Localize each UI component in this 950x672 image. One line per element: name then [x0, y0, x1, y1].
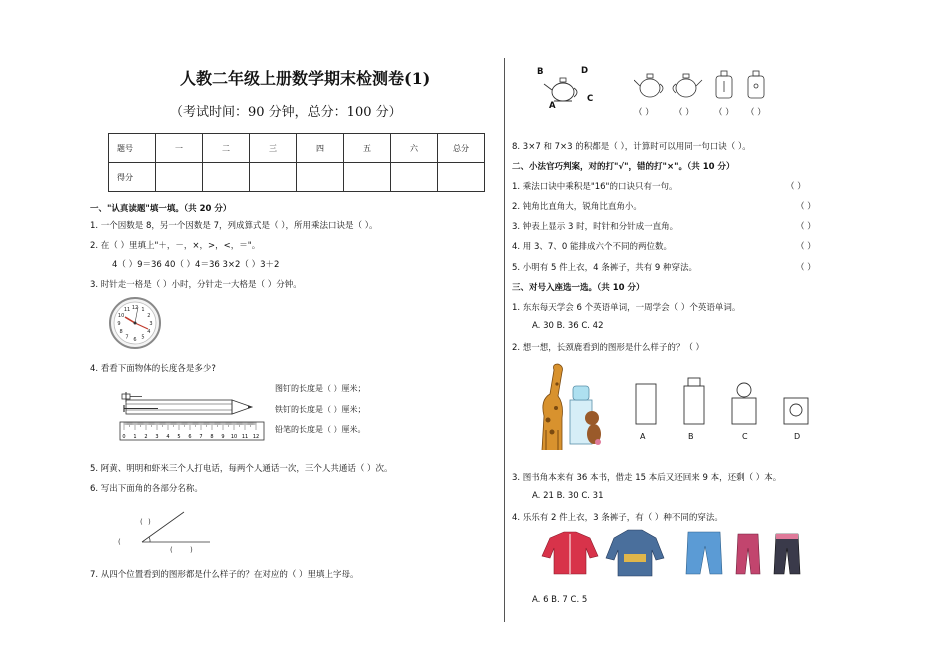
choice-question-1: 1. 东东每天学会 6 个英语单词，一周学会（ ）个英语单词。 — [512, 303, 741, 313]
blue-pants-illustration — [686, 532, 722, 574]
ruler-tick-label: 11 — [241, 434, 249, 440]
score-header-cell: 三 — [250, 134, 297, 163]
score-header-cell: 一 — [156, 134, 203, 163]
score-cell[interactable] — [391, 163, 438, 192]
score-cell[interactable] — [156, 163, 203, 192]
score-header-cell: 总分 — [438, 134, 485, 163]
clock-number: 9 — [117, 320, 121, 327]
question-7: 7. 从四个位置看到的图形都是什么样子的？在对应的（ ）里填上字母。 — [90, 570, 359, 580]
pencil-length-label: 铅笔的长度是（ ）厘米。 — [275, 425, 366, 434]
ruler-tick-label: 10 — [230, 434, 238, 440]
clock-number: 10 — [117, 312, 125, 319]
view-shapes-figure — [628, 374, 818, 426]
blue-jacket-illustration — [606, 530, 664, 576]
giraffe-scene-image — [528, 360, 610, 452]
teapot-answer-1[interactable]: （ ） — [634, 108, 654, 118]
choice-question-4: 4. 乐乐有 2 件上衣，3 条裤子，有（ ）种不同的穿法。 — [512, 513, 723, 523]
clock-number: 2 — [147, 312, 151, 319]
score-header-cell: 六 — [391, 134, 438, 163]
question-4: 4. 看看下面物体的长度各是多少? — [90, 364, 216, 374]
score-header-cell: 五 — [344, 134, 391, 163]
clock-number: 6 — [133, 336, 137, 343]
ruler-tick-label: 2 — [144, 434, 148, 440]
shape-label-a: A — [640, 432, 646, 441]
score-header-cell: 四 — [297, 134, 344, 163]
score-cell[interactable] — [250, 163, 297, 192]
clock-number: 7 — [125, 334, 129, 341]
judge-answer[interactable]: （ ） — [786, 182, 806, 192]
choice-options-3: A. 21 B. 30 C. 31 — [532, 491, 604, 501]
svg-text:): ) — [148, 518, 151, 526]
judge-answer[interactable]: （ ） — [796, 242, 816, 252]
shape-c — [732, 398, 756, 424]
shape-a — [636, 384, 656, 424]
teapot-answer-2[interactable]: （ ） — [674, 108, 694, 118]
score-cell[interactable] — [344, 163, 391, 192]
teapot-label-a: B — [537, 67, 544, 77]
question-2-items: 4（ ）9＝36 40（ ）4＝36 3×2（ ）3＋2 — [112, 260, 280, 270]
judge-item: 2. 钝角比直角大，锐角比直角小。 — [512, 202, 642, 212]
score-header-cell: 二 — [203, 134, 250, 163]
clock-number: 4 — [147, 328, 151, 335]
ruler-tick-label: 3 — [155, 434, 159, 440]
score-header-cell: 题号 — [109, 134, 156, 163]
question-3: 3. 时针走一格是（ ）小时，分针走一大格是（ ）分钟。 — [90, 280, 302, 290]
shape-label-d: D — [794, 432, 801, 441]
teapot-label-a: A — [549, 101, 556, 111]
score-table-score-row — [109, 163, 485, 192]
choice-options-4: A. 6 B. 7 C. 5 — [532, 595, 588, 605]
shape-b — [684, 386, 704, 424]
svg-text:): ) — [190, 546, 193, 554]
teapot-label-d: D — [581, 66, 589, 76]
ruler-tick-label: 7 — [199, 434, 203, 440]
question-8: 8. 3×7 和 7×3 的积都是（ ），计算时可以用同一句口诀（ ）。 — [512, 142, 751, 152]
clothes-image — [540, 526, 810, 578]
choice-question-3: 3. 图书角本来有 36 本书，借走 15 本后又还回来 9 本，还剩（ ）本。 — [512, 473, 782, 483]
judge-item: 5. 小明有 5 件上衣，4 条裤子，共有 9 种穿法。 — [512, 263, 698, 273]
pink-pants-illustration — [736, 534, 760, 574]
question-1: 1. 一个因数是 8，另一个因数是 7，列成算式是（ ），所用乘法口诀是（ ）。 — [90, 221, 378, 231]
shape-label-b: B — [688, 432, 694, 441]
pin-length-label: 图钉的长度是（ ）厘米； — [275, 384, 366, 393]
section-2-heading: 二、小法官巧判案，对的打"√"，错的打"×"。（共 10 分） — [512, 162, 735, 172]
ruler-figure — [118, 388, 268, 446]
clock-number: 1 — [141, 306, 145, 313]
judge-answer[interactable]: （ ） — [796, 222, 816, 232]
score-cell[interactable] — [203, 163, 250, 192]
teapot-answer-3[interactable]: （ ） — [714, 108, 734, 118]
section-1-heading: 一、"认真读题"填一填。（共 20 分） — [90, 204, 232, 214]
clock-number: 3 — [149, 320, 153, 327]
question-5: 5. 阿黄、明明和虾米三个人打电话，每两个人通话一次，三个人共通话（ ）次。 — [90, 464, 393, 474]
giraffe-illustration — [542, 364, 563, 450]
ruler-tick-label: 6 — [188, 434, 192, 440]
ruler-tick-label: 1 — [133, 434, 137, 440]
judge-answer[interactable]: （ ） — [796, 202, 816, 212]
svg-text:(: ( — [170, 546, 173, 554]
clock-figure — [108, 296, 162, 350]
shape-d — [784, 398, 808, 424]
clock-number: 8 — [119, 328, 123, 335]
shape-label-c: C — [742, 432, 748, 441]
question-2: 2. 在（ ）里填上"＋，－，×，>，<，＝"。 — [90, 241, 261, 251]
nail-length-label: 铁钉的长度是（ ）厘米； — [275, 405, 366, 414]
judge-item: 1. 乘法口诀中乘积是"16"的口诀只有一句。 — [512, 182, 678, 192]
page-title: 人教二年级上册数学期末检测卷(1) — [180, 69, 431, 88]
question-6: 6. 写出下面角的各部分名称。 — [90, 484, 203, 494]
ruler-tick-label: 4 — [166, 434, 170, 440]
judge-item: 4. 用 3、7、0 能排成六个不同的两位数。 — [512, 242, 672, 252]
teapot-answer-4[interactable]: （ ） — [746, 108, 766, 118]
angle-figure — [112, 508, 217, 556]
dark-pants-illustration — [774, 534, 800, 574]
teapot-views-figure — [634, 68, 774, 102]
score-cell[interactable] — [297, 163, 344, 192]
ruler-tick-label: 5 — [177, 434, 181, 440]
score-row-label: 得分 — [109, 163, 156, 192]
ruler-tick-label: 12 — [252, 434, 260, 440]
judge-item: 3. 钟表上显示 3 时，时针和分针成一直角。 — [512, 222, 679, 232]
page-subtitle: （考试时间：90 分钟，总分：100 分） — [170, 105, 402, 120]
ruler-tick-label: 9 — [221, 434, 225, 440]
teapot-label-c: C — [587, 94, 594, 104]
svg-text:(: ( — [140, 518, 143, 526]
clock-number: 5 — [141, 334, 145, 341]
red-jacket-illustration — [542, 532, 598, 574]
score-cell[interactable] — [438, 163, 485, 192]
choice-question-2: 2. 想一想，长颈鹿看到的图形是什么样子的？（ ） — [512, 343, 705, 353]
section-3-heading: 三、对号入座选一选。（共 10 分） — [512, 283, 645, 293]
judge-answer[interactable]: （ ） — [796, 263, 816, 273]
score-table — [108, 133, 485, 192]
score-table-header-row — [109, 134, 485, 163]
ruler-tick-label: 8 — [210, 434, 214, 440]
ruler-tick-label: 0 — [122, 434, 126, 440]
clock-number: 11 — [123, 306, 131, 313]
column-divider — [504, 58, 505, 622]
svg-text:(: ( — [118, 538, 121, 546]
choice-options-1: A. 30 B. 36 C. 42 — [532, 321, 604, 331]
clock-number: 12 — [131, 304, 139, 311]
